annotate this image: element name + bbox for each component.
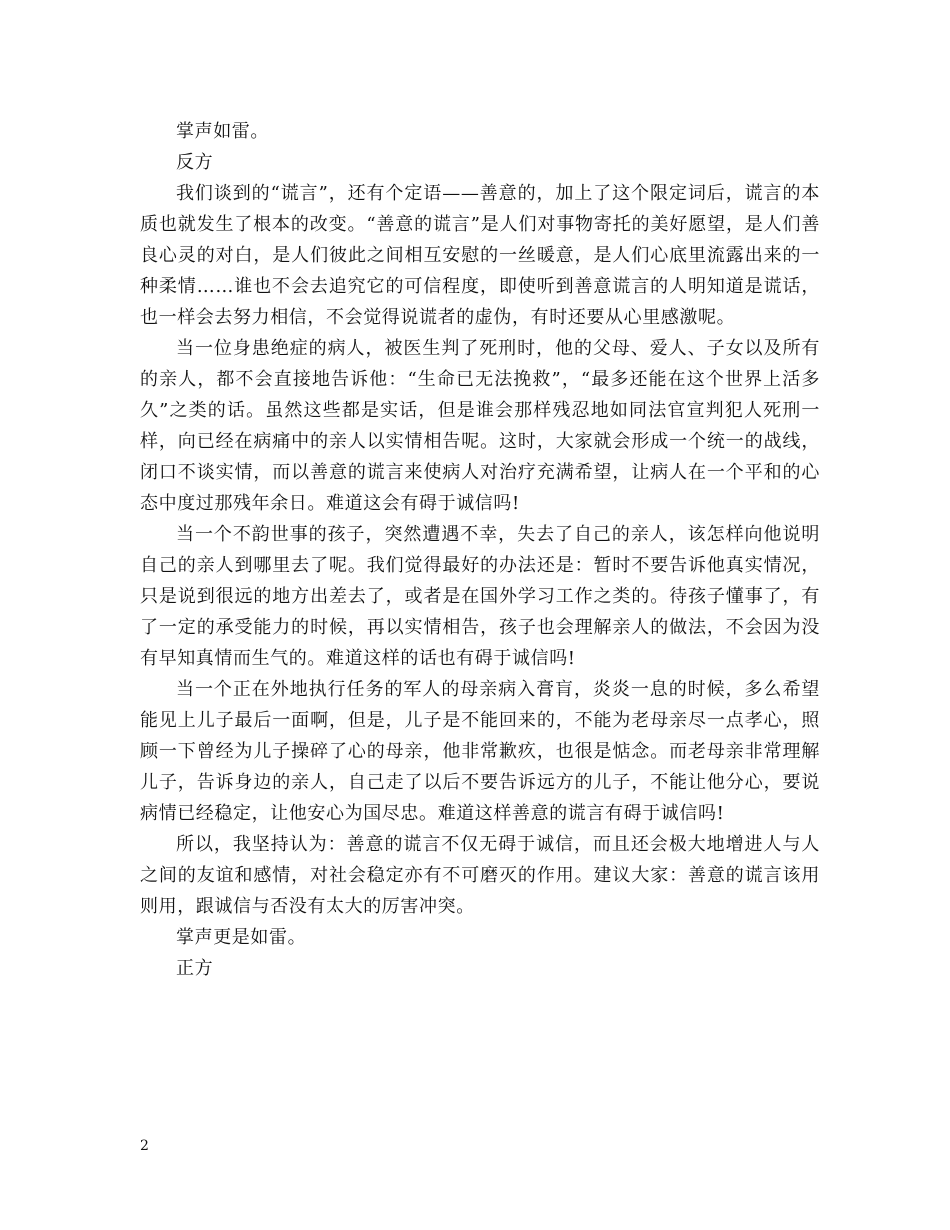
paragraph: 正方 bbox=[176, 958, 214, 979]
paragraph: 当一位身患绝症的病人，被医生判了死刑时，他的父母、爱人、子女以及所有的亲人，都不会直接地告诉他：“生命已无法挽救”，“最多还能在这个世界上活多久”之类的话。虽然这些都是实话，但是谁会那样残忍地如同法官宣判犯人死刑一样，向已经在病痛中的亲人以实情相告呢。这时，大家就会形成一个统一的战线，闭口不谈实情，而以善意的谎言来使病人对治疗充满希望，让病人在一个平和的心态中度过那残年余日。难道这会有碍于诚信吗! bbox=[140, 338, 820, 514]
paragraph: 所以，我坚持认为：善意的谎言不仅无碍于诚信，而且还会极大地增进人与人之间的友谊和感情，对社会稳定亦有不可磨灭的作用。建议大家：善意的谎言该用则用，跟诚信与否没有太大的厉害冲突。 bbox=[140, 834, 820, 917]
paragraph: 当一个不韵世事的孩子，突然遭遇不幸，失去了自己的亲人，该怎样向他说明自己的亲人到哪里去了呢。我们觉得最好的办法还是：暂时不要告诉他真实情况，只是说到很远的地方出差去了，或者是在国外学习工作之类的。待孩子懂事了，有了一定的承受能力的时候，再以实情相告，孩子也会理解亲人的做法，不会因为没有早知真情而生气的。难道这样的话也有碍于诚信吗! bbox=[140, 524, 820, 669]
paragraph: 当一个正在外地执行任务的军人的母亲病入膏肓，炎炎一息的时候，多么希望能见上儿子最后一面啊，但是，儿子是不能回来的，不能为老母亲尽一点孝心，照顾一下曾经为儿子操碎了心的母亲，他非常歉疚，也很是惦念。而老母亲非常理解儿子，告诉身边的亲人，自己走了以后不要告诉远方的儿子，不能让他分心，要说病情已经稳定，让他安心为国尽忠。难道这样善意的谎言有碍于诚信吗! bbox=[140, 679, 820, 824]
paragraph: 掌声更是如雷。 bbox=[176, 927, 307, 948]
paragraph: 我们谈到的“谎言”，还有个定语——善意的，加上了这个限定词后，谎言的本质也就发生了根本的改变。“善意的谎言”是人们对事物寄托的美好愿望，是人们善良心灵的对白，是人们彼此之间相互安慰的一丝暖意，是人们心底里流露出来的一种柔情……谁也不会去追究它的可信程度，即使听到善意谎言的人明知道是谎话，也一样会去努力相信，不会觉得说谎者的虚伪，有时还要从心里感激呢。 bbox=[140, 183, 820, 328]
paragraph: 掌声如雷。 bbox=[176, 121, 269, 142]
paragraph: 反方 bbox=[176, 152, 214, 173]
document-body bbox=[140, 116, 820, 984]
page-number: 2 bbox=[140, 1138, 149, 1154]
